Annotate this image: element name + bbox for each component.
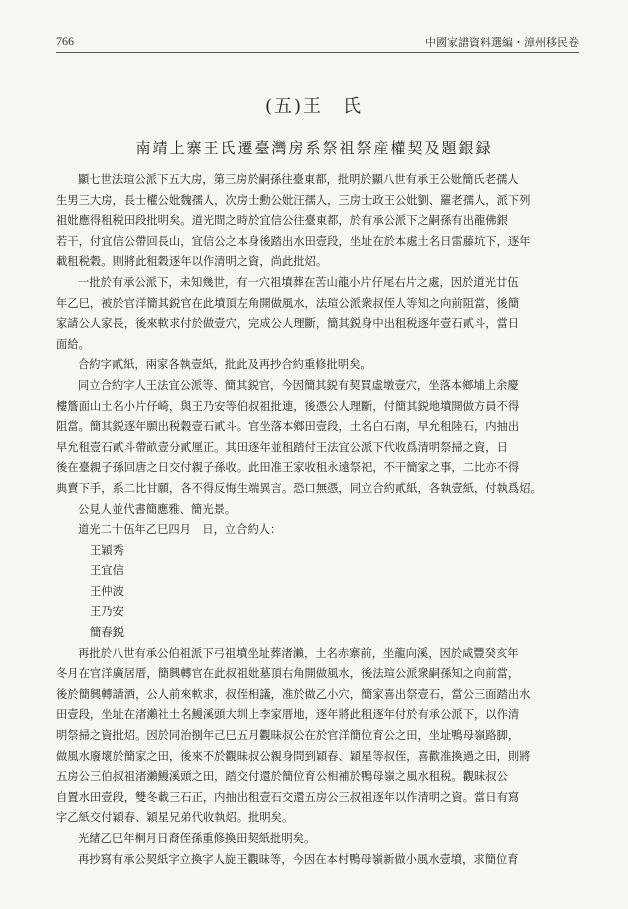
- text-line: 道光二十伍年乙巳四月 日，立合約人：: [78, 523, 282, 537]
- text-line: 合約字貳紙，兩家各執壹紙，批此及再抄合約重修批明矣。: [78, 358, 372, 372]
- text-line: 若干，付宜信公帶回長山，宜信公之本身後踏出水田壹段，坐址在於本處土名日雷藤坑下，逐年: [56, 234, 531, 248]
- text-line: 再批於八世有承公伯祖派下弓祖墳坐址葬渚瀨，土名赤寨前，坐龍向溪，因於咸豐癸亥年: [78, 646, 519, 660]
- text-line: 阻當。簡其鋭逐年願出税穀壹石貳斗。官坐落本鄉田壹段，土名白石南，早允租陸石，内抽出: [56, 420, 520, 434]
- text-line: 年乙巳，被於官洋簡其鋭官在此墳頂左角開做風水，法瑄公派衆叔侄人等知之向前阻當，後簡: [56, 296, 520, 310]
- text-line: 典賣下手，系二比甘願，各不得反悔生端異言。恐口無憑，同立合約貳紙，各執壹紙，付執爲炤。: [56, 481, 542, 495]
- running-title: 中國家譜資料選編・漳州移民卷: [425, 36, 579, 49]
- header-rule: [56, 52, 579, 53]
- text-line: 自置水田壹段，雙冬載三石正，内抽出租壹石交還五房公三叔祖逐年以作清明之資。當日有寫: [56, 790, 520, 804]
- text-line: 公見人並代書簡應雅、簡光景。: [78, 502, 237, 516]
- text-line: 家請公人家長，後來軟求付於做壹穴，完成公人理斷，簡其鋭身中出租税逐年壹石貳斗，當日: [56, 317, 520, 331]
- text-line: 早允租壹石貳斗帶畝壹分貳厘正。其田逐年並租踏付王法宜公派下代收爲清明祭掃之資，日: [56, 440, 508, 454]
- text-line: 田壹段，坐址在渚瀨社土名鰻溪頭大圳上李家厝地，逐年將此租逐年付於有承公派下，以作清: [56, 708, 520, 722]
- text-line: 冬月在官洋廣居厝，簡興轉官在此叔祖妣墓頂右角開做風水，後法瑄公派衆嗣孫知之向前當，: [56, 667, 520, 681]
- text-line: 顯七世法瑄公派下五大房，第三房於嗣孫往臺東都，批明於顯八世有承王公妣簡氏老孺人: [78, 173, 519, 186]
- text-line: 字乙紙交付穎春、穎星兄弟代收執炤。批明矣。: [56, 811, 294, 825]
- section-title: (五)王 氏: [264, 96, 364, 117]
- text-line: 做風水廢壞於簡家之田，後來不於觀昧叔公親身問到穎春、穎星等叔侄，喜歡准換過之田，則將: [56, 749, 531, 763]
- text-line: 王宜信: [90, 564, 124, 578]
- page-header: [56, 32, 579, 50]
- text-line: 王仲波: [90, 584, 124, 598]
- text-line: 面給。: [56, 337, 90, 351]
- text-line: 王穎秀: [90, 543, 124, 557]
- text-line: 光緒乙巳年桐月日裔侄孫重修換田契紙批明矣。: [78, 832, 316, 845]
- text-line: 五房公三伯叔祖渚瀨鰻溪頭之田，踏交付還於簡位育公相補於鴨母嶺之風水租税。觀昧叔公: [56, 770, 508, 784]
- text-line: 後在臺親子孫回唐之日交付親子孫收。此田准王家收租永遠祭祀，不干簡家之事，二比亦不得: [56, 461, 520, 475]
- text-line: 一批於有承公派下，未知幾世，有一穴祖墳葬在苦山龍小片仔尾右片之處，因於道光廿伍: [78, 275, 519, 289]
- page-number: 766: [56, 34, 74, 48]
- body-text: [56, 170, 579, 870]
- text-line: 再抄寫有承公契紙字立換字人旋王觀昧等，今因在本村鴨母嶺新做小風水壹墳，求簡位育: [78, 852, 519, 866]
- text-line: 祖妣應得租税田段批明矣。道光間之時於宜信公往臺東都，於有承公派下之嗣孫有出龍佛銀: [56, 214, 508, 228]
- text-line: 載租税穀。則將此租穀逐年以作清明之資，尚此批炤。: [56, 255, 328, 269]
- text-line: 生男三大房，長士權公妣魏孺人，次房士勳公妣汪孺人，三房士政王公妣劉、羅老孺人，派下列: [56, 193, 531, 207]
- document-title: 南靖上寨王氏遷臺灣房系祭祖祭産權契及題銀録: [135, 139, 493, 157]
- text-line: 樓簷面山土名小片仔崎，與王乃安等伯叔祖批連，後憑公人理斷，付簡其鋭地墳開做方員不得: [56, 399, 520, 413]
- text-line: 後於簡興轉請酒，公人前來軟求，叔侄相議，准於做乙小穴，簡家喜出祭壹石，當公三面踏出水: [56, 687, 531, 701]
- text-line: 簡春鋭: [90, 626, 124, 640]
- text-line: 同立合約字人王法宜公派等、簡其鋭官，今因簡其鋭有契買虛墩壹穴，坐落本鄉埔上余慶: [78, 378, 519, 392]
- text-line: 明祭掃之資批炤。因於同治捌年己巳五月觀昧叔公在於官洋簡位育公之田，坐址鴨母嶺路脚，: [56, 729, 520, 743]
- text-line: 王乃安: [90, 605, 124, 619]
